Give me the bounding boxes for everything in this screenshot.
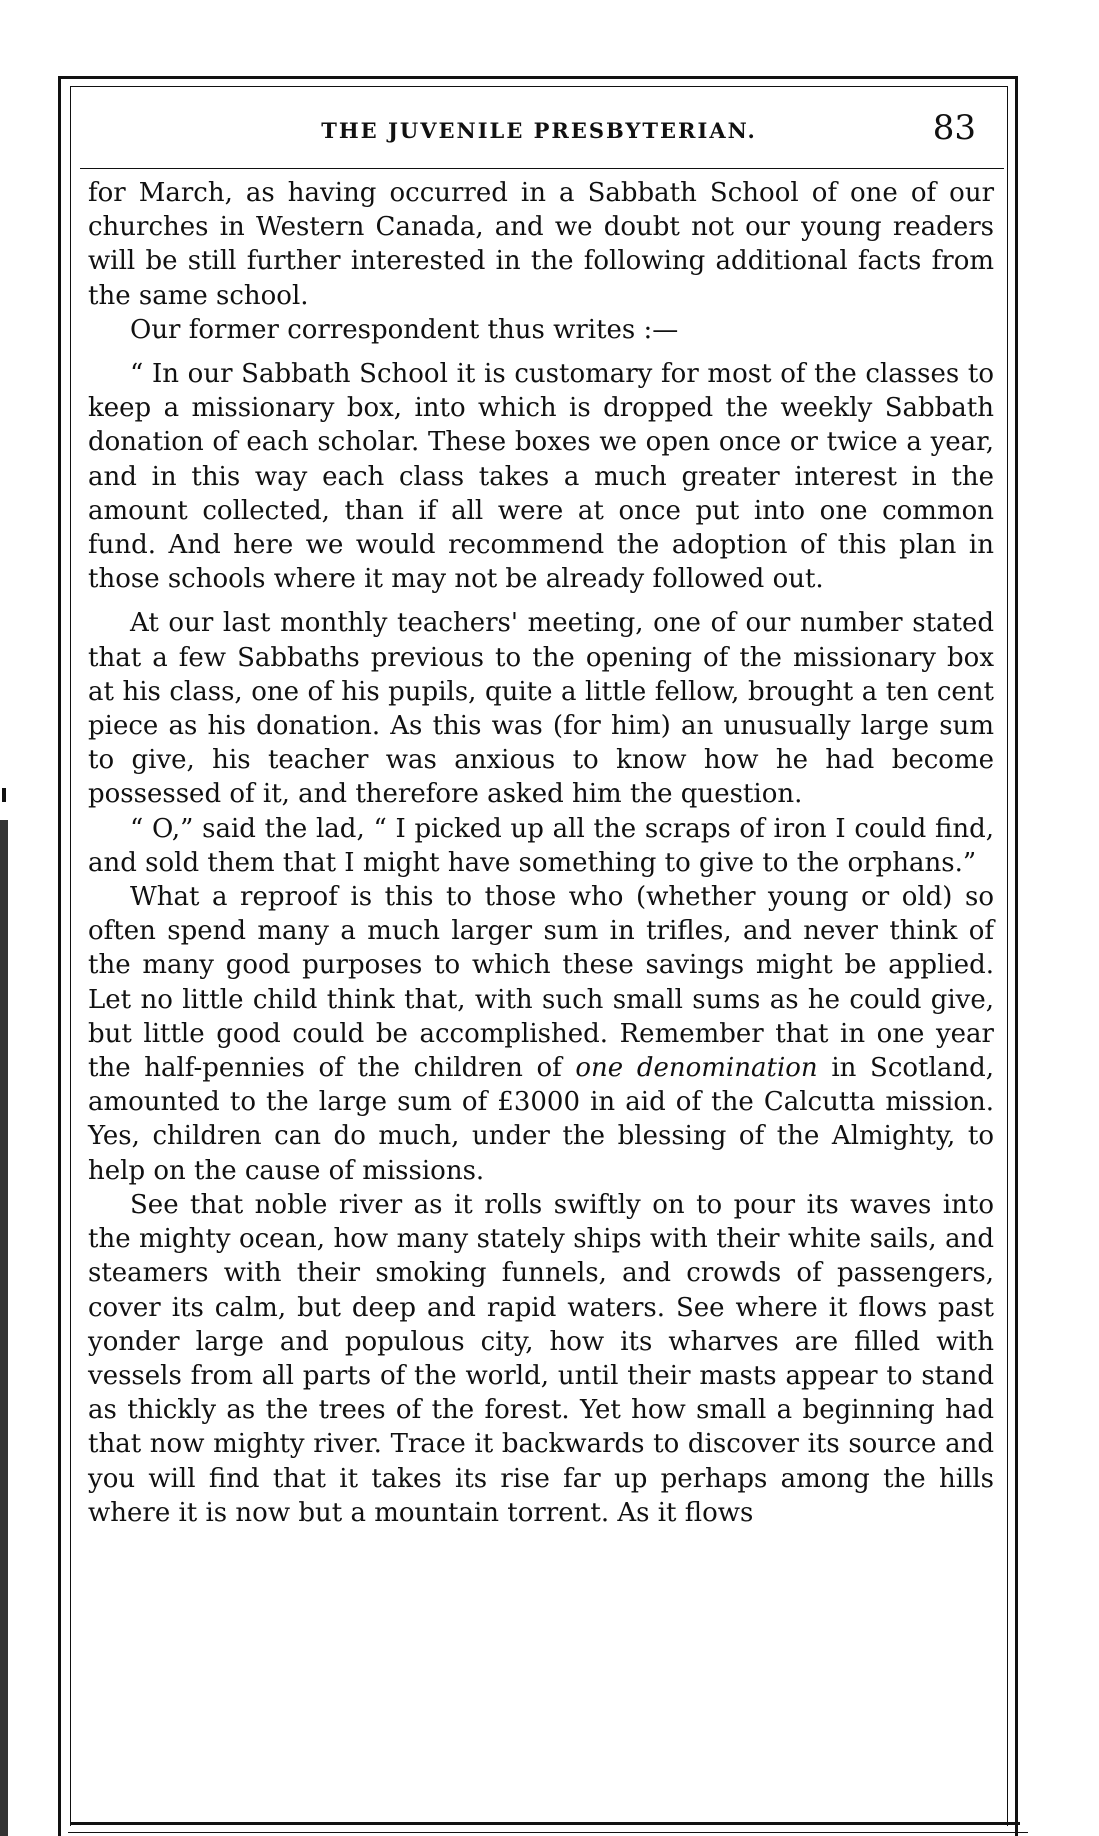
running-head: THE JUVENILE PRESBYTERIAN. xyxy=(321,118,757,143)
paragraph-6-italic: one denomination xyxy=(575,1053,818,1084)
paragraph-7: See that noble river as it rolls swiftly on to pour its waves into the mighty ocean, how many stately ships with their white sails, and steamers with their smoking funnels, and crowds of passengers, cover its calm, but deep and rapid waters. See where it flows past yonder large and populous city, how its wharves are filled with vessels from all parts of the world, until their masts appear to stand as thickly as the trees of the forest. Yet how small a beginning had that now mighty river. Trace it backwards to discover its source and you will find that it takes its rise far up perhaps among the hills where it is now but a mountain torrent. As it flows xyxy=(88,1189,994,1528)
scan-edge-shadow xyxy=(0,820,8,1836)
paragraph-6-text-b: in Scotland, amounted to the large sum of £3000 in aid of the Calcutta mission. Yes, children can do much, under the blessing of the Almighty, to help on the cause of missions. xyxy=(88,1053,994,1186)
paragraph-3: “ In our Sabbath School it is customary for most of the classes to keep a missionary box, into which is dropped the weekly Sabbath donation of each scholar. These boxes we open once or twice a year, and in this way each class takes a much greater interest in the amount collected, than if all were at once put into one common fund. And here we would recommend the adoption of this plan in those schools where it may not be already followed out. xyxy=(88,359,994,595)
paragraph-4: At our last monthly teachers' meeting, one of our number stated that a few Sabbaths previous to the opening of the missionary box at his class, one of his pupils, quite a little fellow, brought a ten cent piece as his donation. As this was (for him) an unusually large sum to give, his teacher was anxious to know how he had become possessed of it, and therefore asked him the question. xyxy=(88,608,994,810)
header-rule xyxy=(80,168,1004,169)
paragraph-6-text-a: What a reproof is this to those who (whether young or old) so often spend many a much larger sum in trifles, and never think of the many good purposes to which these savings might be applied. Let no little child think that, with such small sums as he could give, but little good could be accomplished. Remember that in one year the half-pennies of the children of xyxy=(88,882,994,1084)
article-body xyxy=(88,176,994,1530)
bottom-rule-thin xyxy=(68,1832,1028,1833)
page-header xyxy=(88,108,990,160)
paragraph-5: “ O,” said the lad, “ I picked up all the scraps of iron I could find, and sold them that I might have something to give to the orphans.” xyxy=(88,813,994,878)
paragraph-1: for March, as having occurred in a Sabbath School of one of our churches in Western Canada, and we doubt not our young readers will be still further interested in the following additional facts from the same school. xyxy=(88,178,994,311)
paragraph-2: Our former correspondent thus writes :— xyxy=(130,314,679,345)
scan-edge-mark xyxy=(2,788,6,802)
paragraph-6 xyxy=(88,880,994,1188)
page-number: 83 xyxy=(932,108,976,148)
bottom-rule-thick xyxy=(70,1822,1020,1825)
